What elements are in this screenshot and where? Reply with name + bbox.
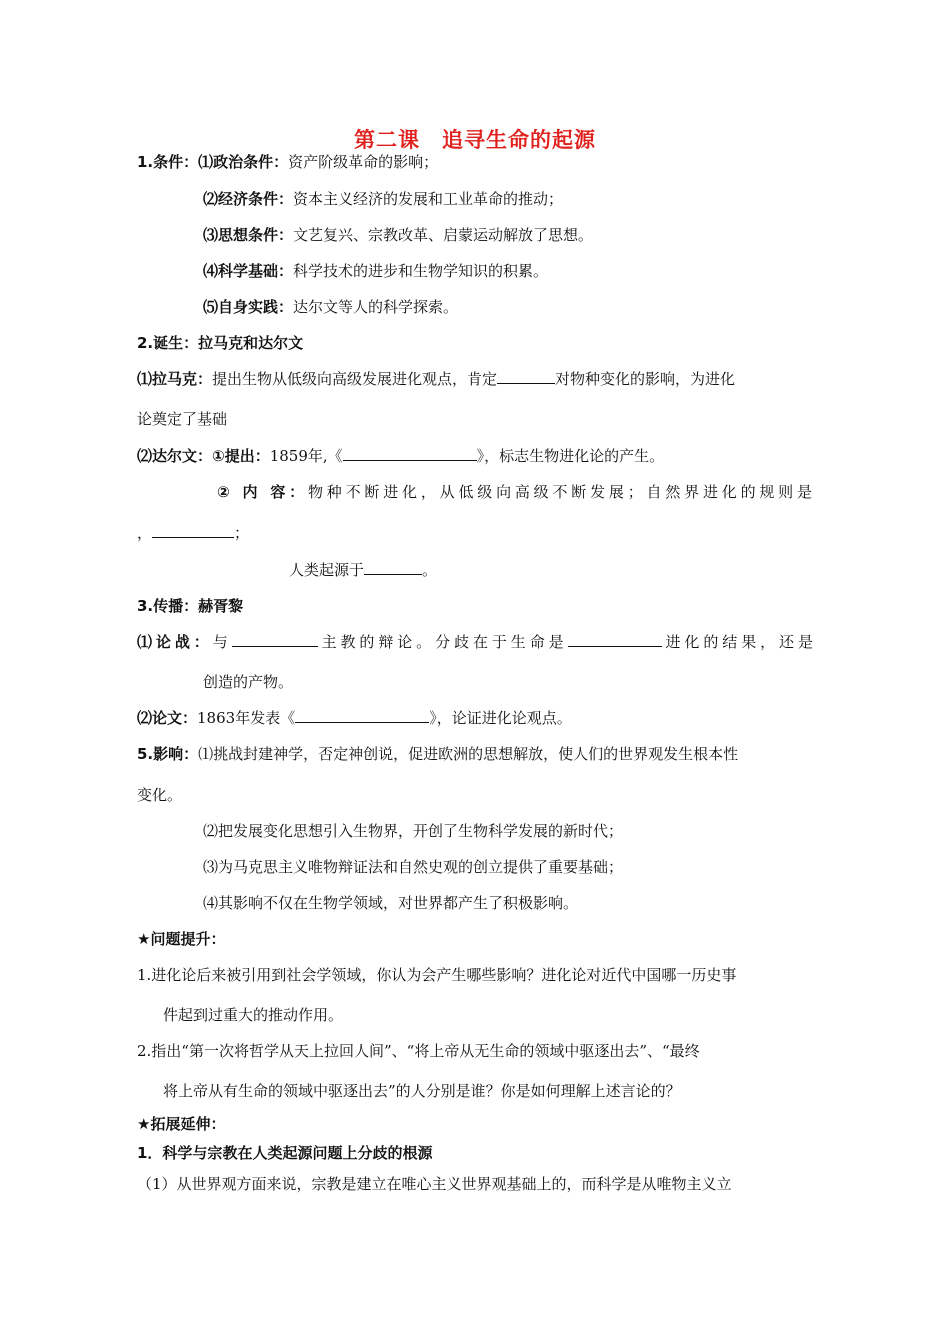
extension-heading: ★拓展延伸： <box>137 1115 226 1133</box>
question-2-cont: 将上帝从有生命的领域中驱逐出去”的人分别是谁？你是如何理解上述言论的？ <box>163 1082 681 1100</box>
questions-heading: ★问题提升： <box>137 930 226 948</box>
condition-text: 达尔文等人的科学探索。 <box>293 298 459 316</box>
section-5-line <box>137 744 738 764</box>
darwin-sub2-text: 物种不断进化，从低级向高级不断发展；自然界进化的规则是 <box>308 483 812 501</box>
debate-label: ⑴论战： <box>137 633 213 651</box>
darwin-sub2-line3 <box>289 560 437 580</box>
impact-item: ⑶为马克思主义唯物辩证法和自然史观的创立提供了重要基础； <box>203 858 624 876</box>
darwin-sub2-cont <box>137 523 249 543</box>
page-title: 第二课 追寻生命的起源 <box>354 128 596 152</box>
impact-cont: 变化。 <box>137 786 183 804</box>
question-1-cont: 件起到过重大的推动作用。 <box>163 1006 344 1024</box>
extension-paragraph: （1）从世界观方面来说，宗教是建立在唯心主义世界观基础上的，而科学是从唯物主义立 <box>137 1175 732 1193</box>
lamarck-text: 对物种变化的影响，为进化 <box>555 370 736 388</box>
condition-text: 资产阶级革命的影响； <box>288 153 439 171</box>
lamarck-line <box>137 369 735 389</box>
origin-text: 人类起源于 <box>289 561 365 579</box>
condition-text: 资本主义经济的发展和工业革命的推动； <box>293 190 564 208</box>
question-2: 2.指出“第一次将哲学从天上拉回人间”、“将上帝从无生命的领域中驱逐出去”、“最终 <box>137 1042 700 1060</box>
punct: ， <box>137 524 153 542</box>
darwin-sub2-line <box>217 482 812 502</box>
darwin-sub1-text: 》，标志生物进化论的产生。 <box>476 447 665 465</box>
question-1: 1.进化论后来被引用到社会学领域，你认为会产生哪些影响？进化论对近代中国哪一历史事 <box>137 966 737 984</box>
section-1-heading: 1.条件： <box>137 153 199 171</box>
paper-text: 》，论证进化论观点。 <box>429 709 572 727</box>
fill-blank <box>343 446 477 461</box>
condition-label: ⑴政治条件： <box>198 153 289 171</box>
punct: 。 <box>422 561 438 579</box>
fill-blank <box>364 560 422 575</box>
extension-subheading: 1．科学与宗教在人类起源问题上分歧的根源 <box>137 1144 433 1162</box>
fill-blank <box>232 632 318 647</box>
condition-label: ⑶思想条件： <box>203 226 294 244</box>
fill-blank <box>497 369 555 384</box>
debate-text: 主教的辩论。分歧在于生命是 <box>317 633 568 651</box>
paper-line <box>137 708 572 728</box>
fill-blank <box>295 708 429 723</box>
condition-item <box>203 261 548 281</box>
condition-text: 科学技术的进步和生物学知识的积累。 <box>293 262 549 280</box>
section-2-heading: 2.诞生：拉马克和达尔文 <box>137 334 304 352</box>
lamarck-cont: 论奠定了基础 <box>137 410 228 428</box>
lamarck-text: 提出生物从低级向高级发展进化观点，肯定 <box>212 370 498 388</box>
condition-item <box>203 189 563 209</box>
lamarck-label: ⑴拉马克： <box>137 370 213 388</box>
debate-cont: 创造的产物。 <box>203 673 294 691</box>
darwin-line <box>137 446 664 466</box>
condition-label: ⑷科学基础： <box>203 262 294 280</box>
darwin-sub1-text: 1859年,《 <box>269 447 343 465</box>
paper-text: 1863年发表《 <box>197 709 296 727</box>
darwin-label: ⑵达尔文： <box>137 447 213 465</box>
condition-item <box>203 297 458 317</box>
punct: ； <box>234 524 250 542</box>
debate-text: 与 <box>212 633 232 651</box>
fill-blank <box>152 523 234 538</box>
paper-label: ⑵论文： <box>137 709 198 727</box>
condition-text: 文艺复兴、宗教改革、启蒙运动解放了思想。 <box>293 226 594 244</box>
impact-item: ⑷其影响不仅在生物学领域，对世界都产生了积极影响。 <box>203 894 579 912</box>
condition-item <box>203 225 593 245</box>
condition-label: ⑵经济条件： <box>203 190 294 208</box>
debate-line <box>137 632 813 652</box>
section-3-heading: 3.传播：赫胥黎 <box>137 597 244 615</box>
darwin-sub1-label: ①提出： <box>212 447 270 465</box>
impact-text: ⑴挑战封建神学，否定神创说，促进欧洲的思想解放，使人们的世界观发生根本性 <box>198 745 739 763</box>
impact-item: ⑵把发展变化思想引入生物界，开创了生物科学发展的新时代； <box>203 822 624 840</box>
condition-label: ⑸自身实践： <box>203 298 294 316</box>
debate-text: 进化的结果，还是 <box>661 633 813 651</box>
fill-blank <box>568 632 662 647</box>
darwin-sub2-label: ② 内 容： <box>217 483 308 501</box>
section-5-heading: 5.影响： <box>137 745 199 763</box>
section-1-line <box>137 152 438 172</box>
